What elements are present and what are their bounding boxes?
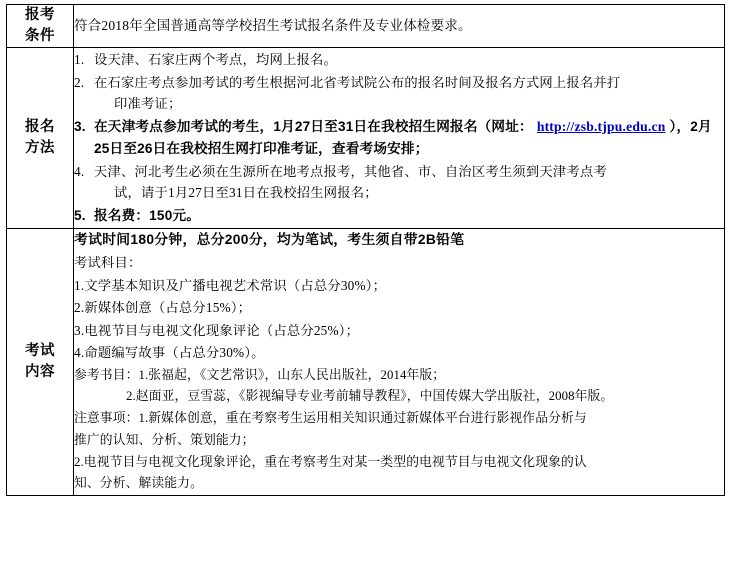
note-item: 知、分析、解读能力。 [74, 476, 203, 491]
list-item-number: 2. [74, 74, 85, 90]
admissions-table [6, 4, 725, 496]
subjects-label: 考试科目： [74, 255, 142, 271]
list-item-tail-text: ），2月25日至26日在我校招生网打印准考证，查看考场安排； [94, 118, 712, 156]
list-item-number: 4. [74, 163, 85, 179]
list-item-number: 1. [74, 52, 85, 68]
row-label-conditions [7, 5, 74, 48]
row-label-line: 考试 [25, 342, 55, 359]
row-label-line: 内容 [25, 363, 55, 380]
note-item: 注意事项：1.新媒体创意，重在考察考生运用相关知识通过新媒体平台进行影视作品分析与 [74, 411, 587, 426]
list-item [74, 72, 724, 115]
row-label-line: 报名 [25, 118, 55, 135]
list-item-number: 3. [74, 118, 86, 134]
registration-site-link[interactable]: http://zsb.tjpu.edu.cn [536, 118, 666, 134]
list-item [74, 161, 724, 204]
list-item-text: 设天津、石家庄两个考点，均网上报名。 [94, 52, 337, 68]
list-item-text: 报名费：150元。 [94, 207, 201, 223]
list-item [74, 49, 724, 71]
row-content-registration [74, 48, 725, 229]
list-item-wrap-text: 试，请于1月27日至31日在我校招生网报名； [114, 185, 378, 201]
subject-item: 3.电视节目与电视文化现象评论（占总分25%）； [74, 322, 360, 338]
table-row-conditions [7, 5, 725, 48]
condition-text: 符合2018年全国普通高等学校招生考试报名条件及专业体检要求。 [74, 17, 472, 33]
list-item-text: 天津、河北考生必须在生源所在地考点报考，其他省、市、自治区考生须到天津考点考 [94, 163, 607, 179]
list-item-wrap-text: 印准考证； [114, 96, 182, 112]
note-item: 2.电视节目与电视文化现象评论，重在考察考生对某一类型的电视节目与电视文化现象的认 [74, 454, 587, 469]
row-content-exam-content [74, 228, 725, 495]
table-row-registration [7, 48, 725, 229]
note-item: 推广的认知、分析、策划能力； [74, 432, 255, 447]
table-row-exam-content [7, 228, 725, 495]
reference-item: 参考书目：1.张福起，《文艺常识》，山东人民出版社，2014年版； [74, 367, 446, 382]
row-label-line: 方法 [25, 139, 55, 156]
row-content-conditions [74, 5, 725, 48]
list-item [74, 116, 724, 160]
row-label-line: 条件 [25, 28, 55, 45]
exam-heading: 考试时间180分钟，总分200分，均为笔试，考生须自带2B铅笔 [74, 231, 465, 247]
reference-item: 2.赵面亚，豆雪蕊，《影视编导专业考前辅导教程》，中国传媒大学出版社，2008年版。 [126, 389, 614, 404]
list-item [74, 205, 724, 227]
subject-item: 4.命题编写故事（占总分30%）。 [74, 345, 265, 361]
list-item-text: 在天津考点参加考试的考生，1月27日至31日在我校招生网报名（网址： [94, 118, 533, 134]
list-item-text: 在石家庄考点参加考试的考生根据河北省考试院公布的报名时间及报名方式网上报名并打 [94, 74, 621, 90]
row-label-exam-content [7, 228, 74, 495]
row-label-registration [7, 48, 74, 229]
row-label-line: 报考 [25, 7, 55, 23]
subject-item: 2.新媒体创意（占总分15%）； [74, 300, 252, 316]
list-item-number: 5. [74, 207, 86, 223]
subject-item: 1.文学基本知识及广播电视艺术常识（占总分30%）； [74, 277, 387, 293]
